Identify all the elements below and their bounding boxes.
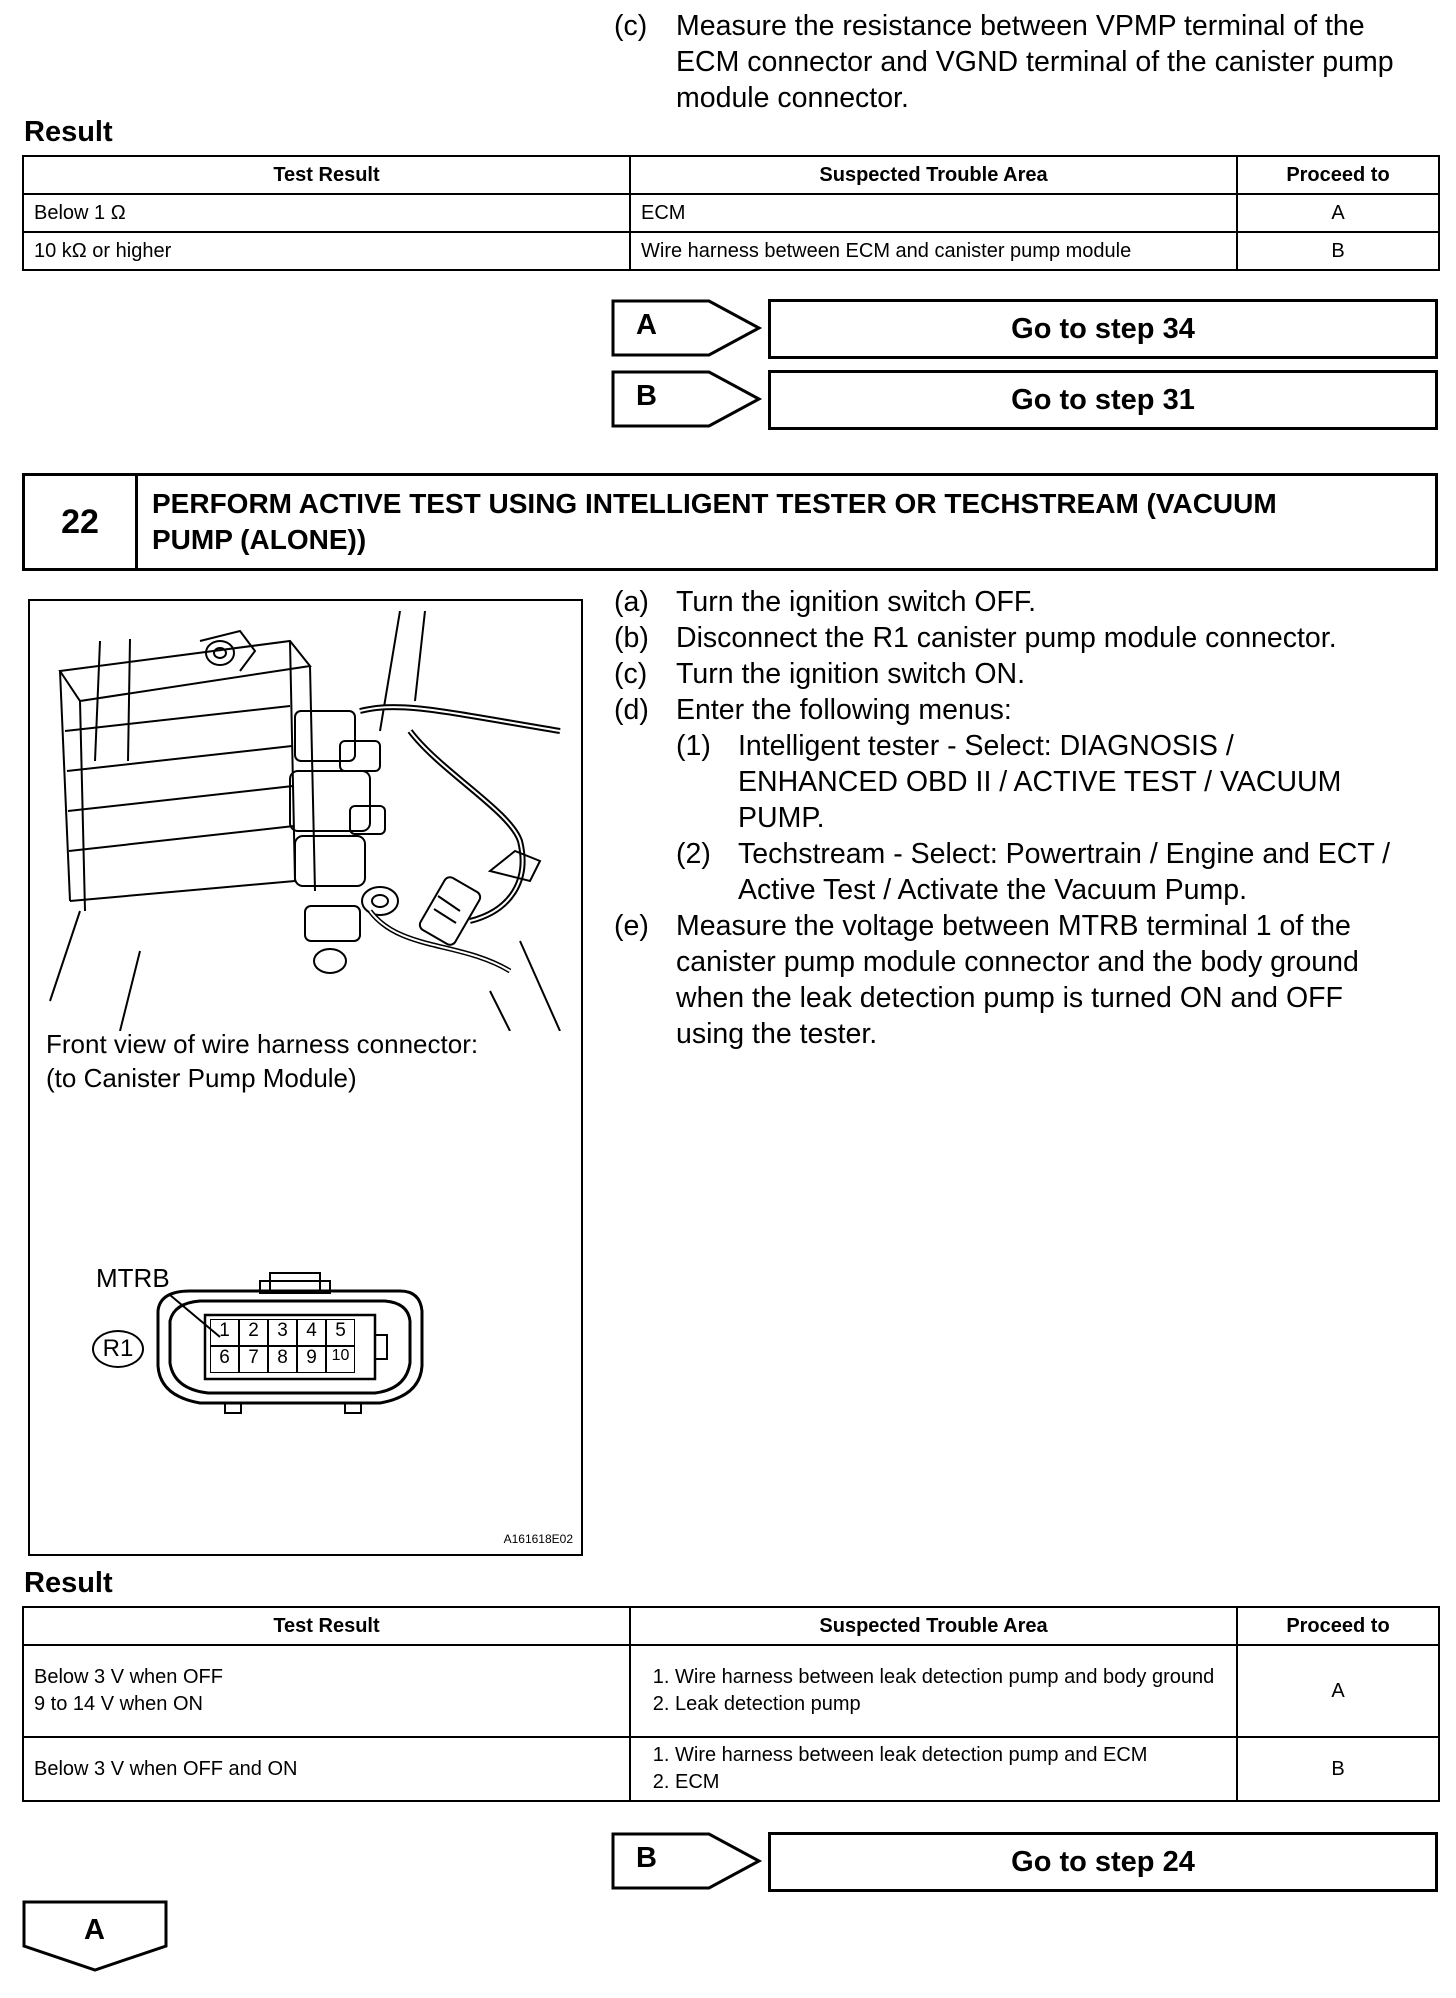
step-label: (c) (614, 658, 648, 690)
arrow-tag-icon (611, 1832, 763, 1890)
column-header: Proceed to (1237, 1607, 1439, 1645)
result-table-2 (22, 1606, 1440, 1802)
step-text-line: using the tester. (676, 1018, 878, 1050)
step-label: (b) (614, 622, 649, 654)
column-header: Suspected Trouble Area (630, 1607, 1237, 1645)
column-header: Proceed to (1237, 156, 1439, 194)
trouble-area-cell (630, 1645, 1237, 1737)
column-header: Test Result (23, 156, 630, 194)
trouble-area-cell (630, 1737, 1237, 1801)
test-result-cell (23, 1737, 630, 1801)
step-text-line: PUMP. (738, 802, 825, 834)
trouble-area-cell: ECM (630, 194, 1237, 232)
canister-pump-illustration-icon (40, 611, 570, 1031)
proceed-cell: B (1237, 1737, 1439, 1801)
step-text-line: Disconnect the R1 canister pump module connector. (676, 622, 1337, 654)
submenu-2 (676, 836, 1436, 908)
table-row (23, 194, 1439, 232)
step-number: 22 (25, 476, 138, 568)
figure-caption-line: Front view of wire harness connector: (46, 1029, 479, 1059)
figure-caption-line: (to Canister Pump Module) (46, 1063, 357, 1093)
result-table-1 (22, 155, 1440, 271)
figure-id: A161618E02 (503, 1532, 573, 1546)
instruction-b (614, 620, 1444, 656)
step-title (138, 476, 1435, 568)
connector-code-badge: R1 (92, 1330, 144, 1368)
step-text-line: ECM connector and VGND terminal of the canister pump (676, 46, 1394, 78)
table-row (23, 1737, 1439, 1801)
step-text-line: Measure the voltage between MTRB terminal 1 of the (676, 910, 1351, 942)
step-text-line: when the leak detection pump is turned ON and OFF (676, 982, 1343, 1014)
column-header: Test Result (23, 1607, 630, 1645)
test-result-line: Below 3 V when OFF and ON (34, 1757, 298, 1780)
connector-pin: 6 (210, 1346, 239, 1373)
test-result-line: Below 3 V when OFF (34, 1666, 223, 1688)
table-header-row (23, 156, 1439, 194)
test-result-cell: 10 kΩ or higher (23, 232, 630, 270)
test-result-cell: Below 1 Ω (23, 194, 630, 232)
nav-letter: B (636, 380, 657, 412)
figure-caption (46, 1027, 478, 1095)
connector-pin: 1 (210, 1319, 239, 1346)
nav-letter: A (636, 309, 657, 341)
go-to-step-button[interactable]: Go to step 34 (768, 299, 1438, 359)
result-label: Result (24, 1567, 113, 1599)
terminal-label-mtrb: MTRB (96, 1263, 170, 1293)
connector-pin: 10 (326, 1346, 355, 1373)
arrow-tag-icon (611, 299, 763, 357)
proceed-cell: B (1237, 232, 1439, 270)
nav-letter: A (84, 1914, 105, 1946)
test-result-line: 9 to 14 V when ON (34, 1693, 203, 1715)
connector-pin: 4 (297, 1319, 326, 1346)
step-label: (2) (676, 838, 711, 870)
step-text-line: Active Test / Activate the Vacuum Pump. (738, 874, 1248, 906)
step-22-header (22, 473, 1438, 571)
step-title-line: PERFORM ACTIVE TEST USING INTELLIGENT TESTER OR TECHSTREAM (VACUUM (152, 488, 1277, 519)
step-label: (c) (614, 10, 648, 42)
table-row (23, 1645, 1439, 1737)
step-22-instructions (614, 584, 1444, 1054)
trouble-area-item: 1. Wire harness between leak detection pump and body ground (675, 1664, 1226, 1691)
connector-pin: 3 (268, 1319, 297, 1346)
step-text-line: Intelligent tester - Select: DIAGNOSIS / (738, 730, 1234, 762)
instruction-c (614, 656, 1444, 692)
step-c-top (614, 8, 1444, 116)
go-to-step-button[interactable]: Go to step 31 (768, 370, 1438, 430)
step-text-line: module connector. (676, 82, 909, 114)
figure-panel (28, 599, 583, 1556)
instruction-e (614, 908, 1444, 1052)
instruction-d (614, 692, 1444, 728)
table-row (23, 232, 1439, 270)
test-result-cell (23, 1645, 630, 1737)
step-text-line: Enter the following menus: (676, 694, 1012, 726)
trouble-area-cell: Wire harness between ECM and canister pump module (630, 232, 1237, 270)
step-text-line: ENHANCED OBD II / ACTIVE TEST / VACUUM (738, 766, 1342, 798)
connector-pin: 9 (297, 1346, 326, 1373)
table-header-row (23, 1607, 1439, 1645)
step-text-line: Turn the ignition switch ON. (676, 658, 1025, 690)
connector-pin: 7 (239, 1346, 268, 1373)
trouble-area-item: 2. ECM (675, 1769, 1226, 1796)
nav-letter: B (636, 1842, 657, 1874)
step-text-line: canister pump module connector and the body ground (676, 946, 1359, 978)
trouble-area-item: 2. Leak detection pump (675, 1691, 1226, 1718)
connector-pin: 8 (268, 1346, 297, 1373)
instruction-a (614, 584, 1444, 620)
step-label: (d) (614, 694, 649, 726)
connector-pin-grid (210, 1319, 355, 1373)
submenu-1 (676, 728, 1436, 836)
go-to-step-button[interactable]: Go to step 24 (768, 1832, 1438, 1892)
column-header: Suspected Trouble Area (630, 156, 1237, 194)
result-label: Result (24, 116, 113, 148)
step-text-line: Measure the resistance between VPMP terminal of the (676, 10, 1365, 42)
proceed-cell: A (1237, 194, 1439, 232)
proceed-cell: A (1237, 1645, 1439, 1737)
connector-pin: 2 (239, 1319, 268, 1346)
step-label: (a) (614, 586, 649, 618)
trouble-area-item: 1. Wire harness between leak detection pump and ECM (675, 1742, 1226, 1769)
step-label: (1) (676, 730, 711, 762)
step-title-line: PUMP (ALONE)) (152, 524, 367, 555)
step-label: (e) (614, 910, 649, 942)
connector-pin: 5 (326, 1319, 355, 1346)
step-text-line: Techstream - Select: Powertrain / Engine and ECT / (738, 838, 1391, 870)
step-text-line: Turn the ignition switch OFF. (676, 586, 1037, 618)
arrow-tag-icon (611, 370, 763, 428)
